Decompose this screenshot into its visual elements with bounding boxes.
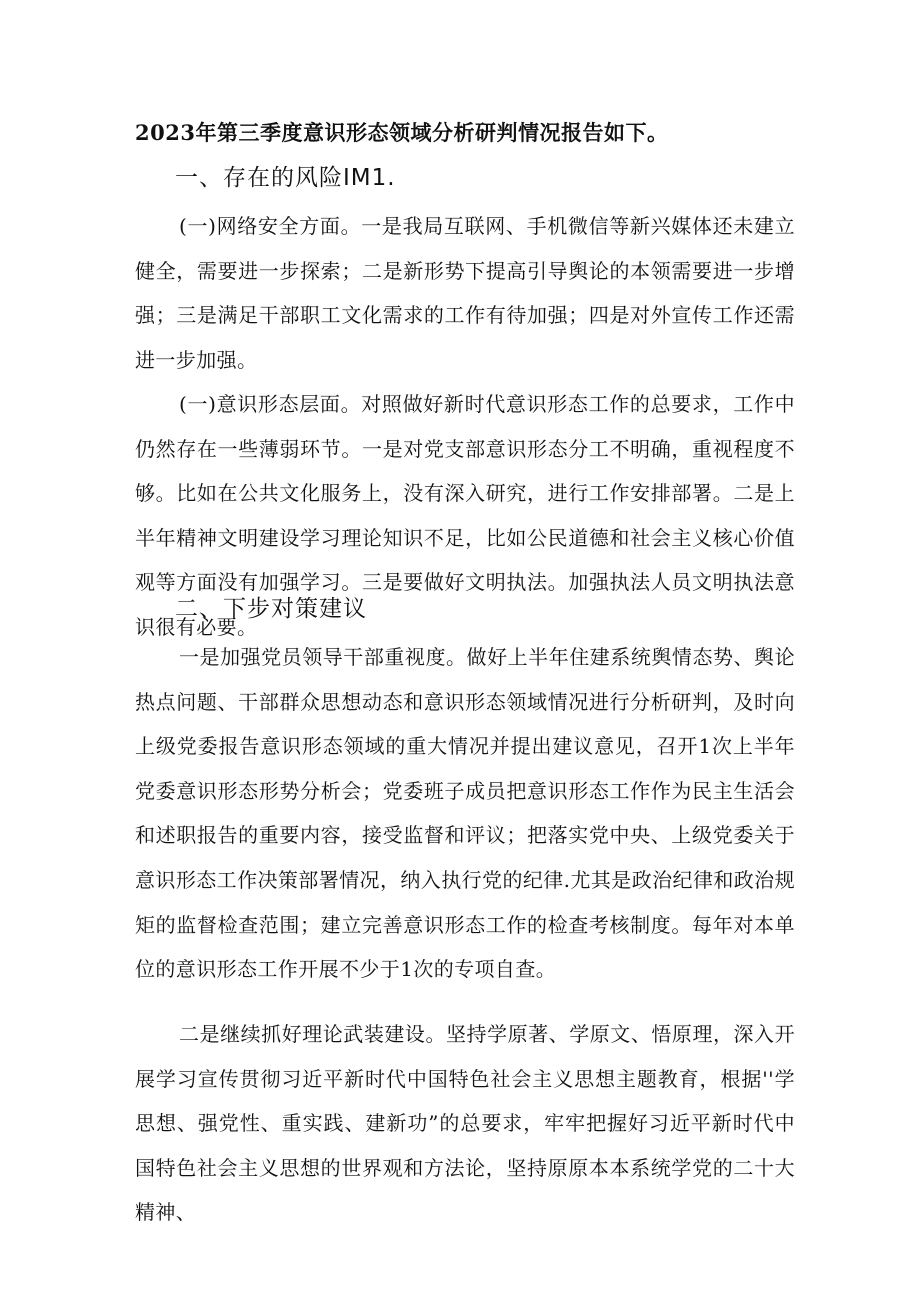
paragraph-network-security: (一)网络安全方面。一是我局互联网、手机微信等新兴媒体还未建立健全，需要进一步探索；二是新形势下提高引导舆论的本领需要进一步增强；三是满足干部职工文化需求的工作有待加强；四是对外宣传工作还需进一步加强。 <box>135 214 795 372</box>
section-heading-countermeasures: 二、下步对策建议 <box>175 596 367 622</box>
section-heading-risks: 一、存在的风险IM1. <box>175 165 396 191</box>
intro-line: 2023年第三季度意识形态领域分析研判情况报告如下。 <box>135 120 669 145</box>
paragraph-ideology-level: (一)意识形态层面。对照做好新时代意识形态工作的总要求，工作中仍然存在一些薄弱环节。一是对党支部意识形态分工不明确，重视程度不够。比如在公共文化服务上，没有深入研究，进行工作安排部署。二是上半年精神文明建设学习理论知识不足，比如公民道德和社会主义核心价值观等方面没有加强学习。三是要做好文明执法。加强执法人员文明执法意识很有必要。 <box>135 392 795 639</box>
paragraph-theory-building: 二是继续抓好理论武装建设。坚持学原著、学原文、悟原理，深入开展学习宣传贯彻习近平新时代中国特色社会主义思想主题教育，根据''学思想、强党性、重实践、建新功”的总要求，牢牢把握好习近平新时代中国特色社会主义思想的世界观和方法论，坚持原原本本系统学党的二十大精神、 <box>135 1022 795 1225</box>
paragraph-leadership-attention: 一是加强党员领导干部重视度。做好上半年住建系统舆情态势、舆论热点问题、干部群众思想动态和意识形态领域情况进行分析研判，及时向上级党委报告意识形态领域的重大情况并提出建议意见，召开1次上半年党委意识形态形势分析会；党委班子成员把意识形态工作作为民主生活会和述职报告的重要内容，接受监督和评议；把落实党中央、上级党委关于意识形态工作决策部署情况，纳入执行党的纪律.尤其是政治纪律和政治规矩的监督检查范围；建立完善意识形态工作的检查考核制度。每年对本单位的意识形态工作开展不少于1次的专项自查。 <box>135 645 795 982</box>
